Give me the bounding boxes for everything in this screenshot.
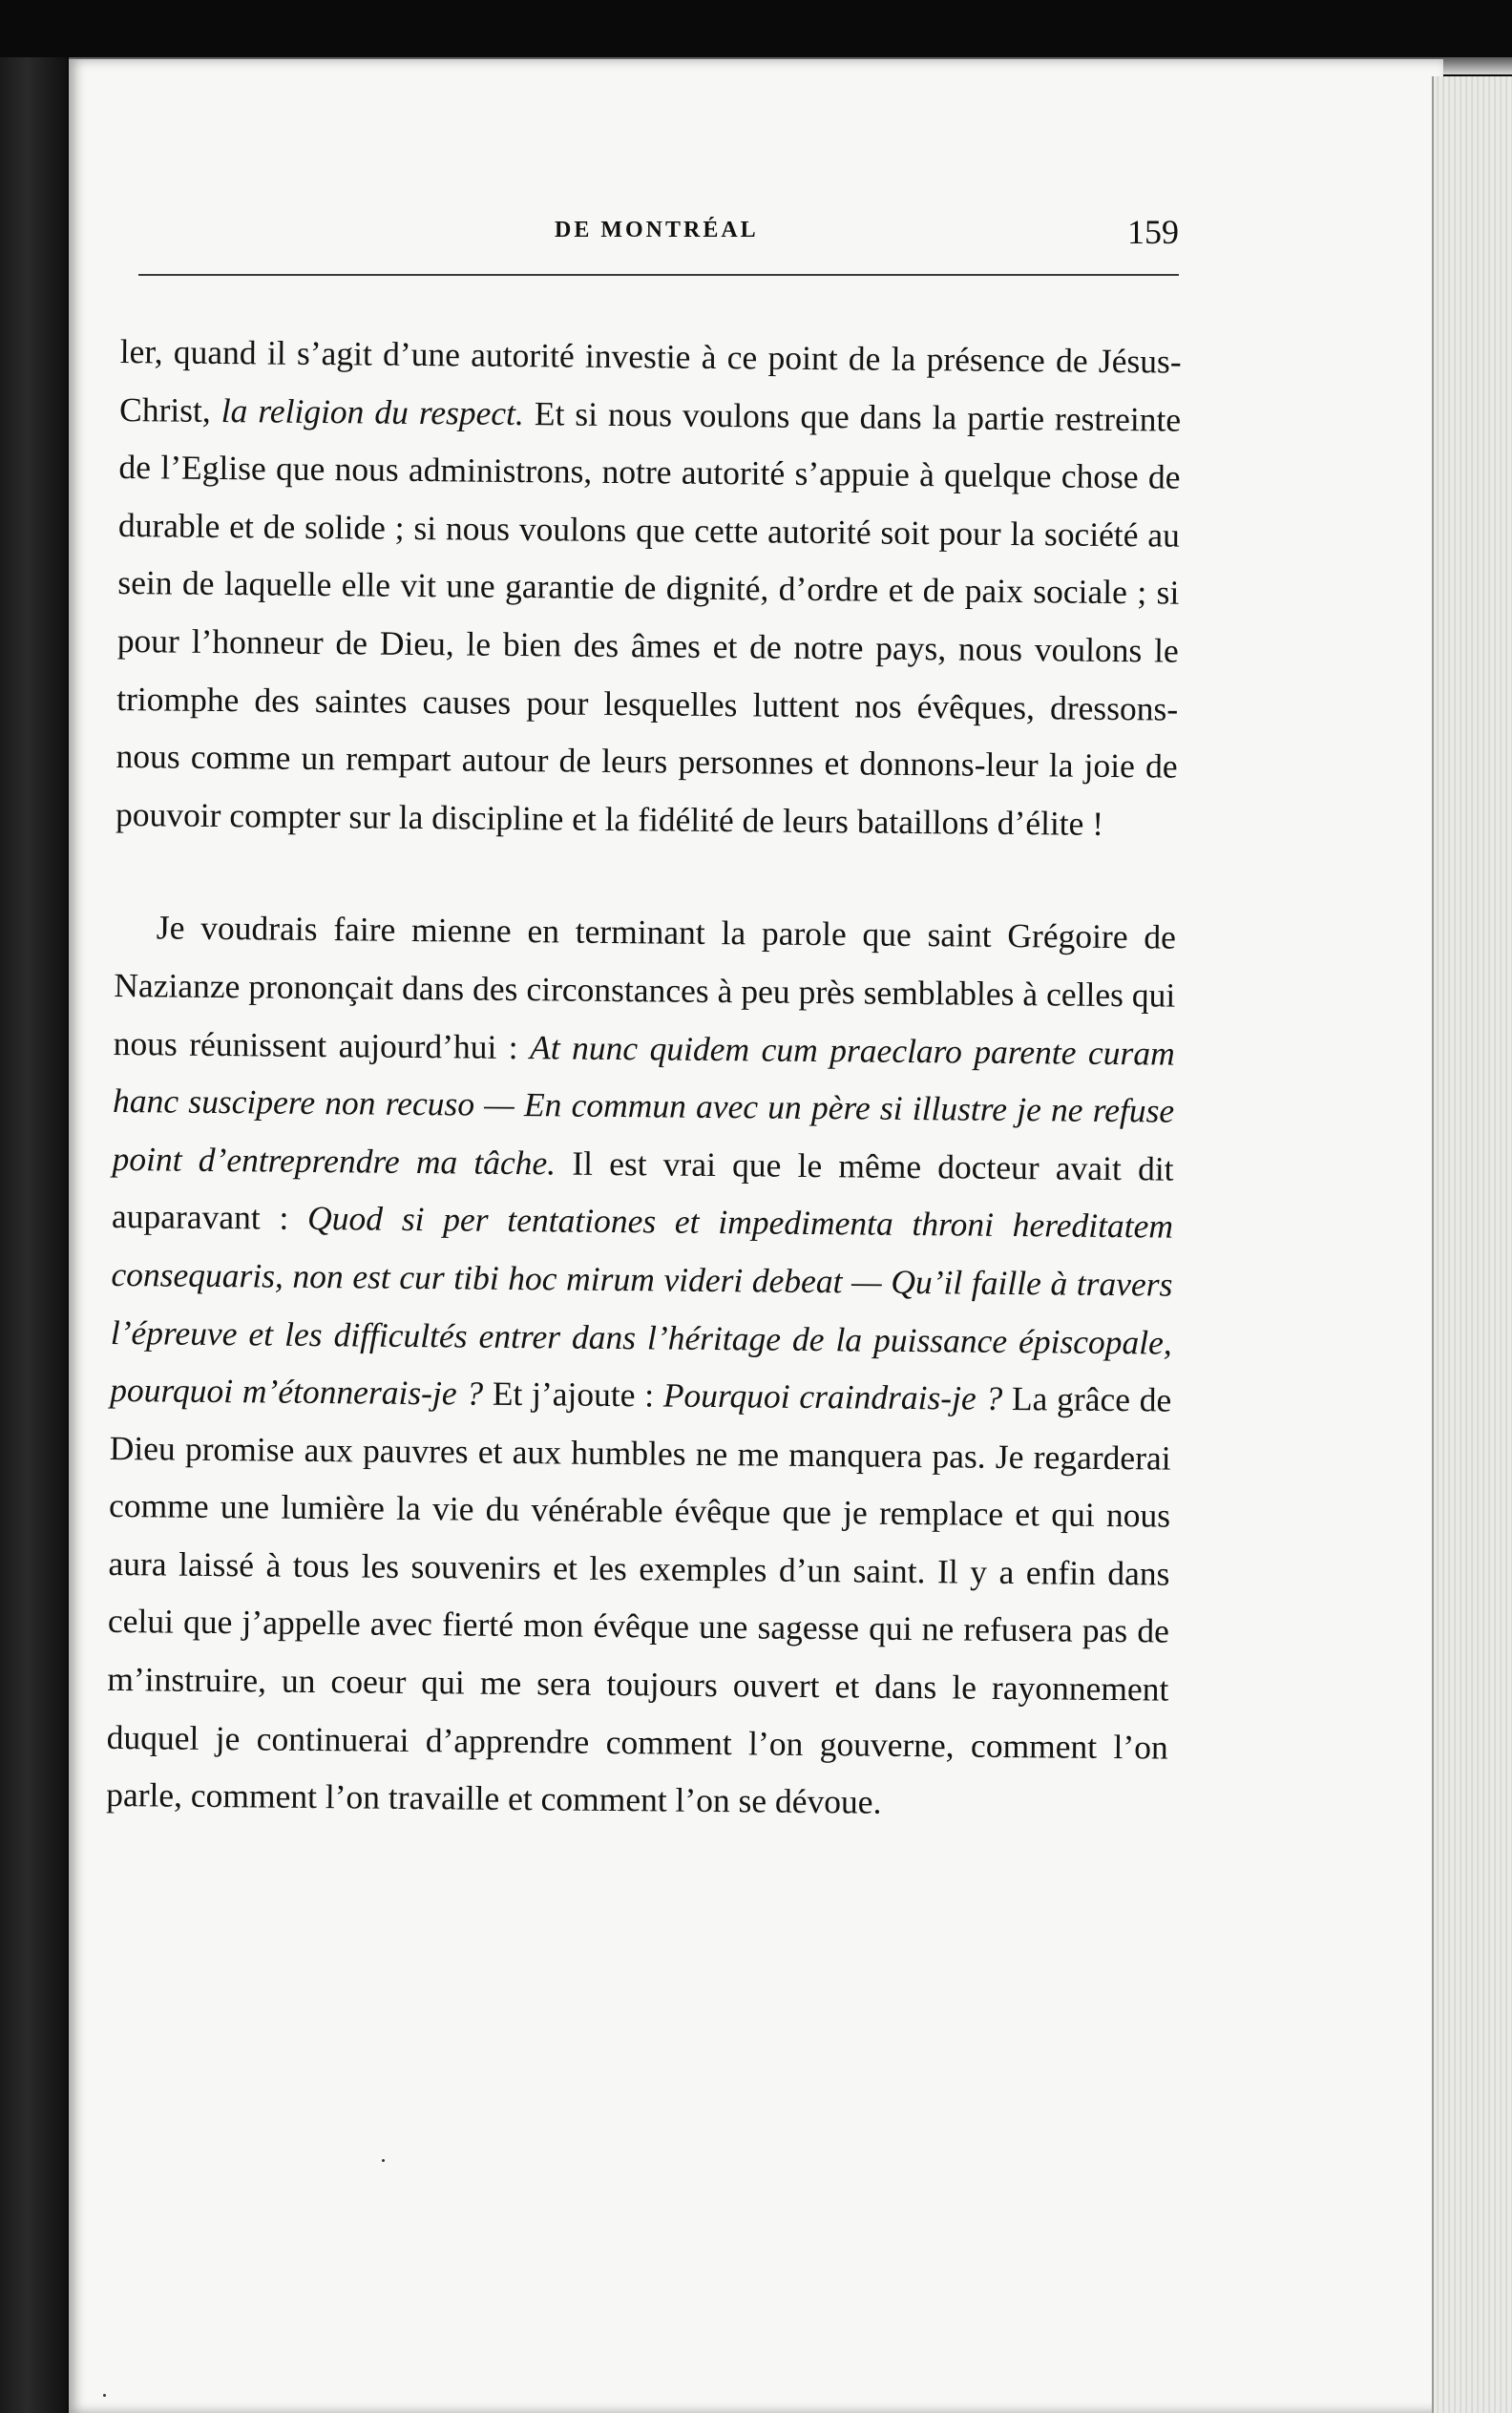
paragraph-2-text-b: Il est vrai que le même docteur avait dit auparavant : — [111, 1144, 1174, 1238]
binding-shadow — [0, 57, 67, 2413]
paragraph-2-italic-b: Quod si per tentationes et impedimenta throni hereditatem consequaris, non est cur tibi hoc mirum videri debeat — Qu’il faille à travers l’épreuve et les difficultés entrer dans l’héritage de la puissance épiscopale, pourquoi m’étonnerais-je ? — [110, 1199, 1174, 1413]
paragraph-2-italic-a: At nunc quidem cum praeclaro parente curam hanc suscipere non recuso — En commun avec un père si illustre je ne refuse point d’entreprendre ma tâche. — [112, 1027, 1175, 1183]
paragraph-2-text-a: Je voudrais faire mienne en terminant la parole que saint Grégoire de Nazianze prononçait dans des circonstances à peu près semblables à celles qui nous réunissent aujourd’hui : — [113, 908, 1177, 1066]
ink-speck — [382, 2159, 385, 2162]
paragraph-2 — [106, 898, 1176, 1834]
paragraph-1 — [116, 323, 1182, 853]
header-rule — [138, 274, 1179, 276]
running-head: DE MONTRÉAL — [555, 218, 759, 242]
paragraph-1-italic-a: la religion du respect. — [220, 390, 525, 432]
page-header — [138, 213, 1179, 275]
paragraph-2-text-d: La grâce de Dieu promise aux pauvres et aux humbles ne me manquera pas. Je regarderai comme une lumière la vie du vénérable évêque que je remplace et qui nous aura laissé à tous les souvenirs et les exemples d’un saint. Il y a enfin dans celui que j’appelle avec fierté mon évêque une sagesse qui ne refusera pas de m’instruire, un coeur qui me sera toujours ouvert et dans le rayonnement duquel je continuerai d’apprendre comment l’on gouverne, comment l’on parle, comment l’on travaille et comment l’on se dévoue. — [106, 1379, 1172, 1821]
body-text — [106, 323, 1182, 1834]
ink-speck — [103, 2394, 106, 2397]
paragraph-2-text-c: Et j’ajoute : — [482, 1374, 664, 1415]
page-number: 159 — [1127, 213, 1179, 251]
paragraph-1-text-b: Et si nous voulons que dans la partie restreinte de l’Eglise que nous administrons, notre autorité s’appuie à quelque chose de durable et de solide ; si nous voulons que cette autorité soit pour la société au sein de laquelle elle vit une garantie de dignité, d’ordre et de paix sociale ; si pour l’honneur de Dieu, le bien des âmes et de notre pays, nous voulons le triomphe des saintes causes pour lesquelles luttent nos évêques, dressons-nous comme un rempart autour de leurs personnes et donnons-leur la joie de pouvoir compter sur la discipline et la fidélité de leurs bataillons d’élite ! — [115, 393, 1182, 843]
paragraph-1-text-a: ler, quand il s’agit d’une autorité investie à ce point de la présence de Jésus-Christ, — [118, 331, 1182, 430]
page-edges — [1432, 76, 1512, 2413]
paragraph-2-italic-c: Pourquoi craindrais-je ? — [662, 1375, 1003, 1418]
